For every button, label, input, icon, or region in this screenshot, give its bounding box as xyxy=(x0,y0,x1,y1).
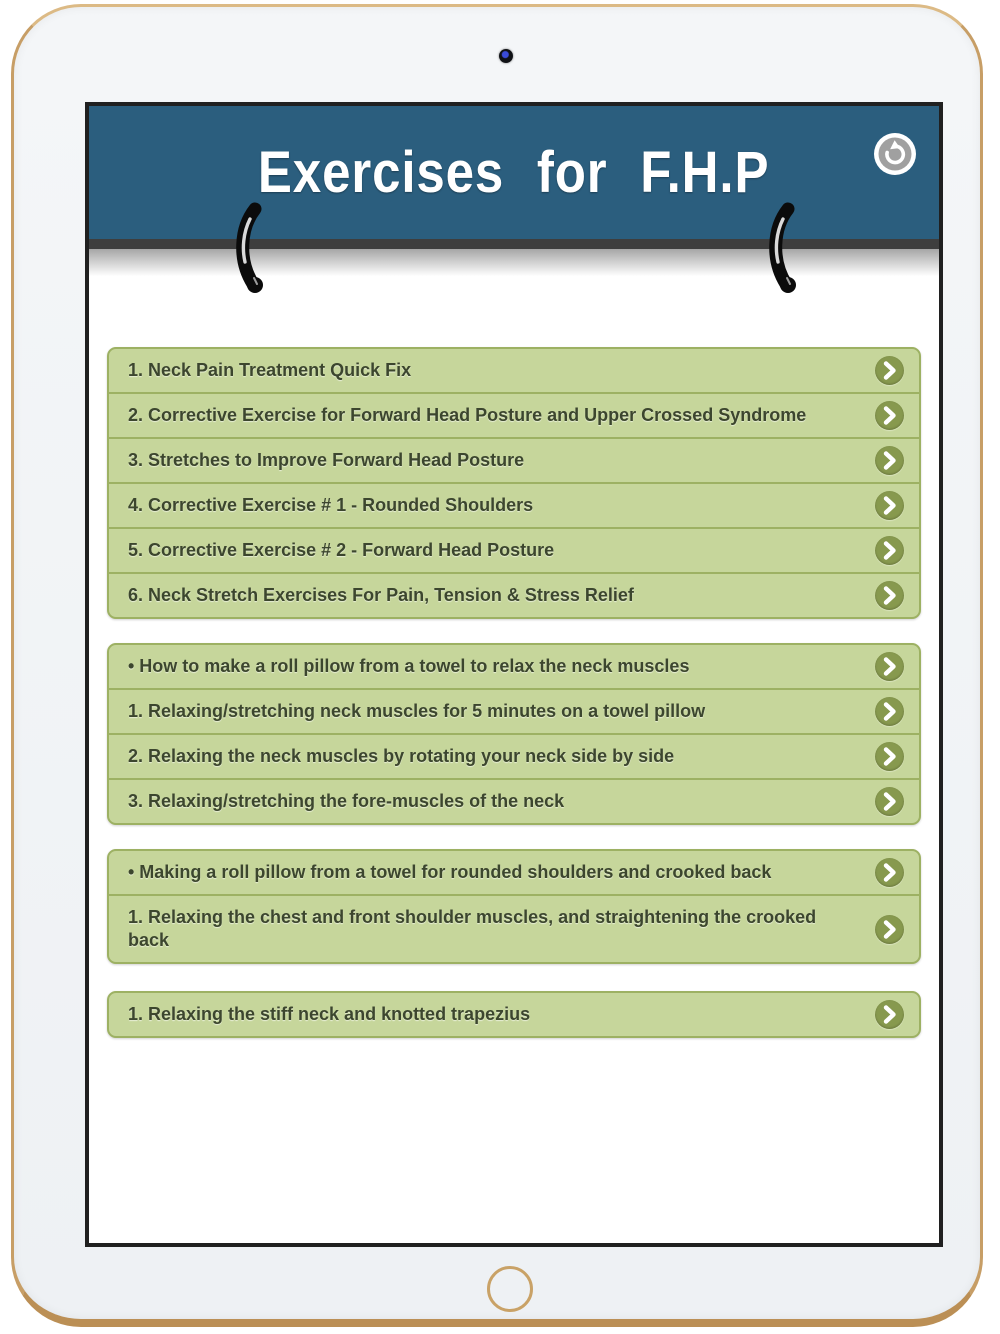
app-header xyxy=(89,106,939,239)
exercise-group xyxy=(107,849,921,964)
list-item-label: 6. Neck Stretch Exercises For Pain, Tension & Stress Relief xyxy=(128,585,634,605)
header-shadow-strip xyxy=(89,239,939,249)
chevron-right-icon xyxy=(875,697,904,726)
list-item[interactable] xyxy=(109,645,919,688)
list-item-label: • Making a roll pillow from a towel for rounded shoulders and crooked back xyxy=(128,862,772,882)
undo-arrow-icon xyxy=(873,132,917,176)
list-item-label: 3. Relaxing/stretching the fore-muscles of the neck xyxy=(128,791,565,811)
chevron-right-icon xyxy=(875,491,904,520)
list-item-label: 2. Relaxing the neck muscles by rotating your neck side by side xyxy=(128,746,675,766)
chevron-right-icon xyxy=(875,356,904,385)
app-screen xyxy=(85,102,943,1247)
list-item[interactable] xyxy=(109,482,919,527)
exercise-list xyxy=(89,281,939,1038)
chevron-right-icon xyxy=(875,742,904,771)
chevron-right-icon xyxy=(875,401,904,430)
list-item-label: 2. Corrective Exercise for Forward Head Posture and Upper Crossed Syndrome xyxy=(128,405,807,425)
list-item[interactable] xyxy=(109,572,919,617)
list-item-label: 5. Corrective Exercise # 2 - Forward Head Posture xyxy=(128,540,555,560)
list-item[interactable] xyxy=(109,993,919,1036)
front-camera-dot xyxy=(499,49,513,63)
list-item-label: 4. Corrective Exercise # 1 - Rounded Shoulders xyxy=(128,495,534,515)
chevron-right-icon xyxy=(875,915,904,944)
list-item[interactable] xyxy=(109,733,919,778)
exercise-group xyxy=(107,991,921,1038)
list-item-label: 1. Neck Pain Treatment Quick Fix xyxy=(128,360,412,380)
list-item-label: • How to make a roll pillow from a towel to relax the neck muscles xyxy=(128,656,690,676)
list-item[interactable] xyxy=(109,349,919,392)
chevron-right-icon xyxy=(875,652,904,681)
back-button[interactable] xyxy=(873,132,917,176)
list-item[interactable] xyxy=(109,437,919,482)
chevron-right-icon xyxy=(875,581,904,610)
list-item[interactable] xyxy=(109,851,919,894)
list-item-label: 1. Relaxing/stretching neck muscles for 5 minutes on a towel pillow xyxy=(128,701,706,721)
chevron-right-icon xyxy=(875,1000,904,1029)
exercise-group xyxy=(107,643,921,825)
chevron-right-icon xyxy=(875,858,904,887)
tablet-frame xyxy=(11,4,983,1327)
chevron-right-icon xyxy=(875,536,904,565)
chevron-right-icon xyxy=(875,787,904,816)
list-item-label: 1. Relaxing the chest and front shoulder muscles, and straightening the crooked back xyxy=(128,907,817,950)
list-item[interactable] xyxy=(109,527,919,572)
chevron-right-icon xyxy=(875,446,904,475)
list-item-label: 1. Relaxing the stiff neck and knotted trapezius xyxy=(128,1004,531,1024)
list-item[interactable] xyxy=(109,894,919,962)
list-item[interactable] xyxy=(109,778,919,823)
header-fade xyxy=(89,249,939,281)
exercise-group xyxy=(107,347,921,619)
home-button[interactable] xyxy=(487,1266,533,1312)
list-item-label: 3. Stretches to Improve Forward Head Posture xyxy=(128,450,525,470)
list-item[interactable] xyxy=(109,392,919,437)
page-title: Exercises for F.H.P xyxy=(258,140,770,205)
list-item[interactable] xyxy=(109,688,919,733)
